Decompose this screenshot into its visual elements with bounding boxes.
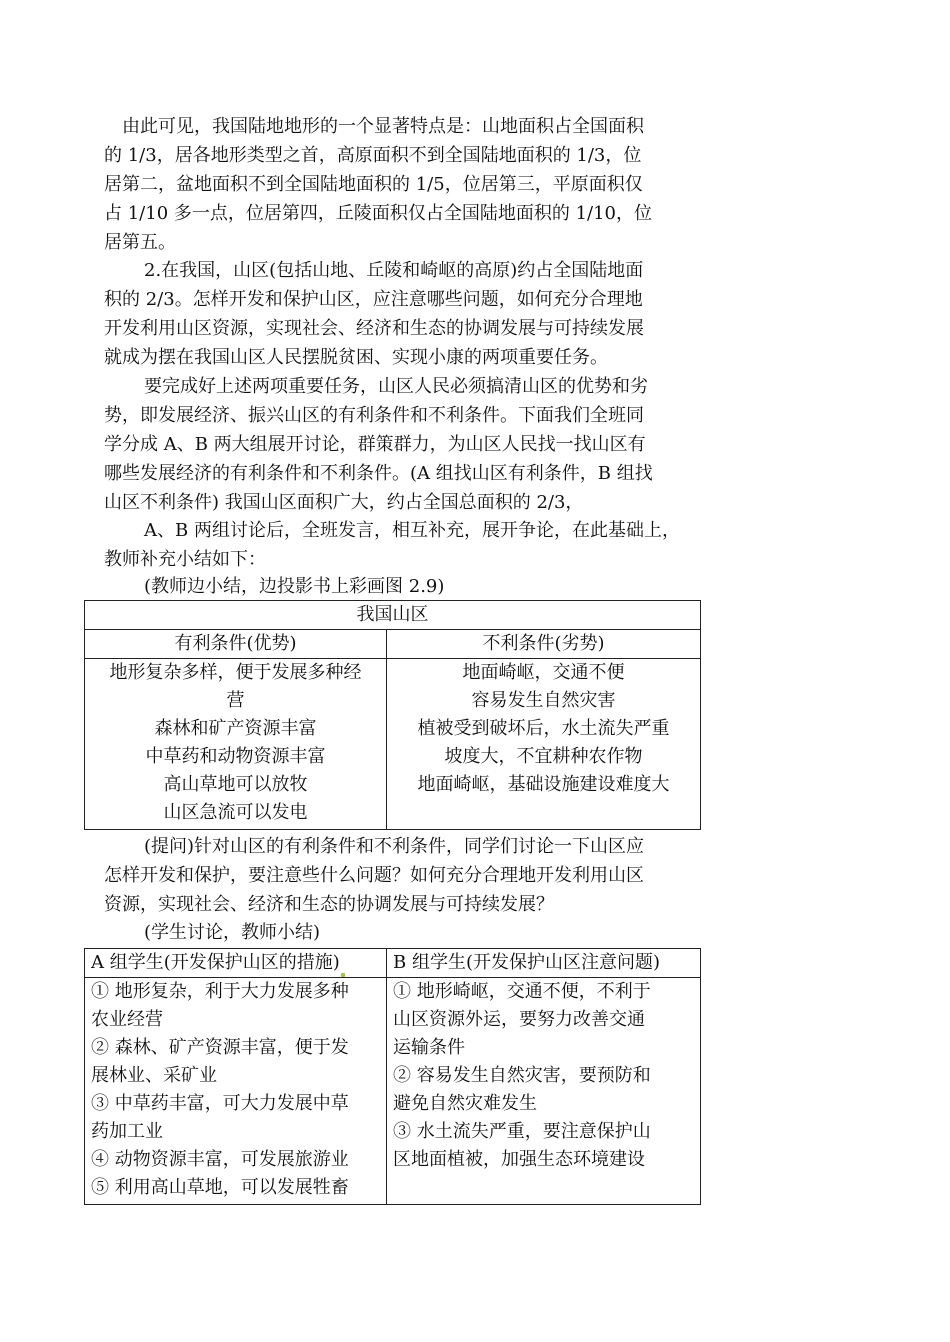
summary-paragraph — [104, 516, 704, 574]
list-item: 森林和矿产资源丰富 — [154, 718, 317, 739]
group-a-header-text: A 组学生(开发保护山区的措施) — [91, 952, 340, 973]
list-item: 运输条件 — [393, 1037, 465, 1058]
text-line: (提问)针对山区的有利条件和不利条件，同学们讨论一下山区应 — [144, 836, 645, 857]
favorable-conditions-cell — [85, 659, 387, 830]
list-item: ② 森林、矿产资源丰富，便于发 — [91, 1037, 349, 1058]
table-header-row — [85, 630, 701, 659]
list-item: ③ 水土流失严重，要注意保护山 — [393, 1121, 651, 1142]
text-line: 要完成好上述两项重要任务，山区人民必须搞清山区的优势和劣 — [144, 376, 648, 397]
text-line: 的 1/3，居各地形类型之首，高原面积不到全国陆地面积的 1/3，位 — [104, 145, 642, 166]
text-line: 居第二，盆地面积不到全国陆地面积的 1/5，位居第三，平原面积仅 — [104, 174, 643, 195]
text-line: 学分成 A、B 两大组展开讨论，群策群力，为山区人民找一找山区有 — [104, 434, 646, 455]
table-header-row — [85, 949, 701, 978]
list-item: ② 容易发生自然灾害，要预防和 — [393, 1065, 651, 1086]
marker-dot-icon — [341, 973, 345, 977]
table-title: 我国山区 — [85, 601, 701, 630]
list-item: 坡度大，不宜耕种农作物 — [444, 746, 643, 767]
text-line: A、B 两组讨论后，全班发言，相互补充，展开争论，在此基础上， — [144, 520, 680, 541]
table-title-row — [85, 601, 701, 630]
text-line: 哪些发展经济的有利条件和不利条件。(A 组找山区有利条件，B 组找 — [104, 463, 653, 484]
list-item: ③ 中草药丰富，可大力发展中草 — [91, 1093, 349, 1114]
list-item: 避免自然灾难发生 — [393, 1093, 537, 1114]
mountain-conditions-table — [84, 600, 701, 830]
list-item: 区地面植被，加强生态环境建设 — [393, 1149, 645, 1170]
list-item: 植被受到破坏后，水土流失严重 — [417, 718, 670, 739]
text-line: (教师边小结，边投影书上彩画图 2.9) — [144, 576, 445, 597]
group-b-header: B 组学生(开发保护山区注意问题) — [387, 949, 701, 978]
text-line: 山区不利条件) 我国山区面积广大，约占全国总面积的 2/3， — [104, 492, 584, 513]
teacher-note — [104, 572, 704, 601]
task-paragraph — [104, 372, 704, 517]
development-measures-table — [84, 948, 701, 1205]
list-item: 容易发生自然灾害 — [471, 690, 616, 711]
text-line: 资源，实现社会、经济和生态的协调发展与可持续发展？ — [104, 894, 554, 915]
list-item: ④ 动物资源丰富，可发展旅游业 — [91, 1149, 349, 1170]
table-row — [85, 659, 701, 830]
intro-paragraph — [104, 112, 704, 257]
group-b-issues-cell — [387, 978, 701, 1205]
list-item: 中草药和动物资源丰富 — [145, 746, 326, 767]
list-item: 地形复杂多样，便于发展多种经 — [109, 662, 362, 683]
list-item: ⑤ 利用高山草地，可以发展牲畜 — [91, 1177, 349, 1198]
student-note — [104, 918, 704, 947]
text-line: 2.在我国，山区(包括山地、丘陵和崎岖的高原)约占全国陆地面 — [144, 260, 644, 281]
list-item: 地面崎岖，基础设施建设难度大 — [417, 774, 670, 795]
list-item: 山区急流可以发电 — [163, 802, 308, 823]
unfavorable-header: 不利条件(劣势) — [387, 630, 701, 659]
text-line: 居第五。 — [104, 232, 176, 253]
list-item: 药加工业 — [91, 1121, 163, 1142]
text-line: 开发利用山区资源，实现社会、经济和生态的协调发展与可持续发展 — [104, 318, 644, 339]
list-item: 展林业、采矿业 — [91, 1065, 217, 1086]
group-a-header — [85, 949, 387, 978]
list-item: 营 — [226, 690, 245, 711]
text-line: 势，即发展经济、振兴山区的有利条件和不利条件。下面我们全班同 — [104, 405, 644, 426]
text-line: (学生讨论，教师小结) — [144, 922, 321, 943]
text-line: 就成为摆在我国山区人民摆脱贫困、实现小康的两项重要任务。 — [104, 347, 608, 368]
favorable-header: 有利条件(优势) — [85, 630, 387, 659]
table-row — [85, 978, 701, 1205]
point2-paragraph — [104, 256, 704, 372]
text-line: 由此可见，我国陆地地形的一个显著特点是：山地面积占全国面积 — [122, 116, 644, 137]
text-line: 积的 2/3。怎样开发和保护山区，应注意哪些问题，如何充分合理地 — [104, 289, 643, 310]
group-a-measures-cell — [85, 978, 387, 1205]
text-line: 教师补充小结如下： — [104, 549, 266, 570]
unfavorable-conditions-cell — [387, 659, 701, 830]
text-line: 占 1/10 多一点，位居第四，丘陵面积仅占全国陆地面积的 1/10，位 — [104, 203, 653, 224]
list-item: 高山草地可以放牧 — [163, 774, 308, 795]
list-item: ① 地形复杂，利于大力发展多种 — [91, 981, 349, 1002]
list-item: 山区资源外运，要努力改善交通 — [393, 1009, 645, 1030]
question-paragraph — [104, 832, 704, 919]
list-item: 地面崎岖，交通不便 — [462, 662, 625, 683]
list-item: 农业经营 — [91, 1009, 163, 1030]
text-line: 怎样开发和保护，要注意些什么问题？如何充分合理地开发利用山区 — [104, 865, 644, 886]
list-item: ① 地形崎岖，交通不便，不利于 — [393, 981, 651, 1002]
